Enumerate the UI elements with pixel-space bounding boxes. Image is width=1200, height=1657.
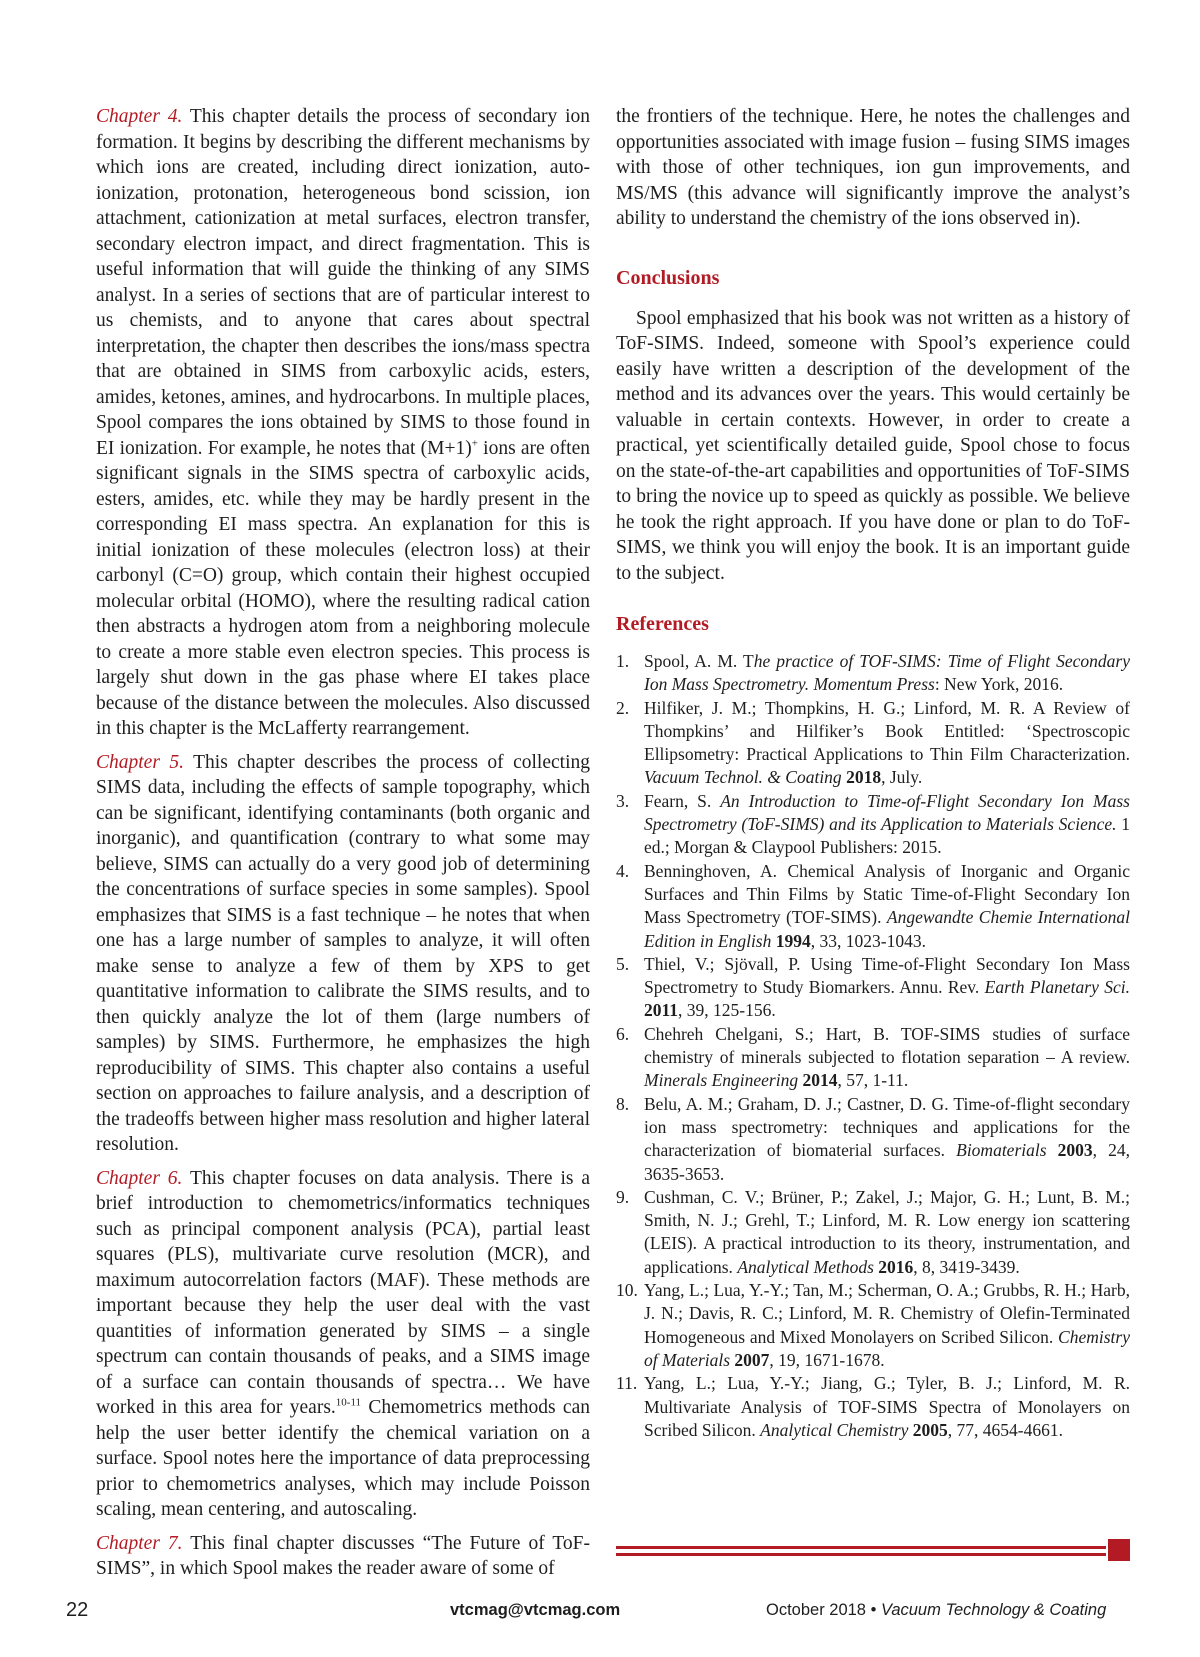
reference-text: Benninghoven, A. Chemical Analysis of Inorganic and Organic Surfaces and Thin Films by Static Time-of-Flight Secondary Ion Mass Spectrometry (TOF-SIMS). [644, 860, 1130, 928]
chapter6-paragraph [96, 1166, 590, 1523]
reference-item [616, 650, 1130, 697]
reference-details: , 77, 4654-4661. [947, 1419, 1063, 1440]
footer-email: vtcmag@vtcmag.com [450, 1601, 621, 1619]
reference-details: , July. [881, 767, 923, 788]
reference-year: 2003 [1046, 1140, 1093, 1161]
reference-details: 1 ed.; Morgan & Claypool Publishers: 2015. [644, 814, 1131, 858]
chapter5-text: This chapter describes the process of collecting SIMS data, including the effects of sample topography, which can be significant, identifying contaminants (both organic and inorganic), and quantification (contrary to what some may believe, SIMS can actually do a very good job of determining the concentrations of surface species in some samples). Spool emphasizes that SIMS is a fast technique – he notes that when one has a large number of samples to analyze, it will often make sense to analyze a few of them by XPS to get quantitative information to calibrate the SIMS results, and to then quickly analyze the lot of them (large numbers of samples) by SIMS. Furthermore, he emphasizes the high reproducibility of SIMS. This chapter also contains a useful section on approaches to failure analysis, and a description of the tradeoffs between higher mass resolution and higher lateral resolution. [96, 751, 590, 1155]
footer-date: October 2018 [766, 1601, 866, 1619]
reference-text: Belu, A. M.; Graham, D. J.; Castner, D. G. Time-of-flight secondary ion mass spectrometry: techniques and applications for the characterization of biomaterial surfaces. [644, 1093, 1130, 1161]
reference-details: , 39, 125-156. [678, 1000, 776, 1021]
reference-journal: Chemistry of Materials [644, 1326, 1130, 1370]
reference-number: 1. [616, 651, 630, 671]
reference-journal: Minerals Engineering [644, 1070, 799, 1091]
references-heading: References [616, 613, 709, 635]
reference-text: Chehreh Chelgani, S.; Hart, B. TOF-SIMS studies of surface chemistry of minerals subjected to flotation separation – A review. [644, 1023, 1130, 1068]
chapter7-label: Chapter 7. [96, 1532, 183, 1554]
left-column [96, 104, 590, 1590]
reference-details: , 8, 3419-3439. [913, 1256, 1020, 1277]
reference-number: 10. [616, 1280, 638, 1301]
reference-year: 2016 [873, 1256, 914, 1277]
reference-journal: he practice of TOF-SIMS: Time of Flight Secondary Ion Mass Spectrometry. Momentum Press [644, 651, 1130, 695]
reference-details: , 24, 3635-3653. [644, 1140, 1131, 1184]
reference-item [616, 697, 1130, 790]
reference-text: Cushman, C. V.; Brüner, P.; Zakel, J.; Major, G. H.; Lunt, B. M.; Smith, N. J.; Grehl, T.; Linford, M. R. Low energy ion scattering (LEIS). A practical introduction to its theory, instrumentation, and applications. [644, 1186, 1130, 1277]
reference-details: , 57, 1-11. [837, 1070, 909, 1091]
continuation-paragraph: the frontiers of the technique. Here, he notes the challenges and opportunities associated with image fusion – fusing SIMS images with those of other techniques, ion gun improvements, and MS/MS (this advance will significantly improve the analyst’s ability to understand the chemistry of the ions observed in). [616, 106, 1130, 229]
chapter5-label: Chapter 5. [96, 751, 185, 773]
reference-item [616, 790, 1130, 860]
chapter4-superscript: + [471, 437, 478, 449]
references-list [616, 650, 1130, 1442]
reference-item [616, 1093, 1130, 1186]
chapter6-text-cont: Chemometrics methods can help the user better identify the chemical variation on a surface. Spool notes here the importance of data preprocessing prior to chemometrics analyses, which may include Poisson scaling, mean centering, and autoscaling. [96, 1397, 590, 1520]
reference-text: Thiel, V.; Sjövall, P. Using Time-of-Flight Secondary Ion Mass Spectrometry to Study Biomarkers. Annu. Rev. [644, 953, 1130, 998]
reference-item [616, 1023, 1130, 1093]
chapter5-paragraph [96, 750, 590, 1158]
reference-journal: Analytical Chemistry [760, 1419, 909, 1440]
footer-publication: Vacuum Technology & Coating [880, 1601, 1107, 1619]
footer-bullet: • [865, 1601, 881, 1619]
reference-item [616, 860, 1130, 953]
reference-number: 2. [616, 697, 630, 718]
reference-journal: An Introduction to Time-of-Flight Secondary Ion Mass Spectrometry (ToF-SIMS) and its Application to Materials Science. [644, 790, 1130, 835]
reference-text: Yang, L.; Lua, Y.-Y.; Tan, M.; Scherman, O. A.; Grubbs, R. H.; Harb, J. N.; Davis, R. C.; Linford, M. R. Chemistry of Olefin-Terminated Homogeneous and Mixed Monolayers on Scribed Silicon. [644, 1280, 1130, 1347]
chapter4-text: This chapter details the process of secondary ion formation. It begins by describing the different mechanisms by which ions are created, including direct ionization, auto-ionization, protonation, heterogeneous bond scission, ion attachment, cationization at metal surfaces, electron transfer, secondary electron impact, and direct fragmentation. This is useful information that will guide the thinking of any SIMS analyst. In a series of sections that are of particular interest to us chemists, and to anyone that cares about spectral interpretation, the chapter then describes the ions/mass spectra that are obtained in SIMS from carboxylic acids, esters, amides, ketones, amines, and hydrocarbons. In multiple places, Spool compares the ions obtained by SIMS to those found in EI ionization. For example, he notes that (M+1) [96, 106, 590, 459]
conclusions-heading: Conclusions [616, 266, 720, 289]
reference-journal: Earth Planetary Sci. [984, 977, 1130, 998]
reference-year: 2011 [644, 1000, 679, 1021]
reference-details: : New York, 2016. [934, 674, 1064, 695]
reference-year: 2007 [730, 1349, 770, 1370]
decorative-rule-top [616, 1546, 1106, 1549]
reference-item [616, 1279, 1130, 1372]
reference-journal: Vacuum Technol. & Coating [644, 767, 842, 788]
chapter7-paragraph [96, 1531, 590, 1582]
reference-item [616, 953, 1130, 1023]
reference-number: 5. [616, 953, 630, 974]
reference-text: Spool, A. M. T [644, 651, 754, 671]
reference-number: 11. [616, 1373, 638, 1394]
reference-text: Yang, L.; Lua, Y.-Y.; Jiang, G.; Tyler, B. J.; Linford, M. R. Multivariate Analysis of TOF-SIMS Spectra of Monolayers on Scribed Silicon. [644, 1373, 1130, 1440]
reference-year: 2005 [908, 1419, 948, 1440]
chapter7-text: This final chapter discusses “The Future of ToF-SIMS”, in which Spool makes the reader aware of some of [96, 1532, 590, 1579]
reference-text: Fearn, S. [644, 790, 721, 811]
reference-item [616, 1372, 1130, 1442]
reference-details: , 19, 1671-1678. [769, 1349, 885, 1370]
chapter4-paragraph [96, 104, 590, 742]
reference-year: 1994 [771, 930, 811, 951]
reference-number: 3. [616, 790, 630, 811]
chapter6-superscript: 10-11 [335, 1396, 362, 1409]
page-number: 22 [66, 1599, 89, 1621]
right-column [616, 104, 1130, 1442]
reference-year: 2014 [798, 1070, 838, 1091]
reference-text: Hilfiker, J. M.; Thompkins, H. G.; Linford, M. R. A Review of Thompkins’ and Hilfiker’s Book Entitled: ‘Spectroscopic Ellipsometry: Practical Applications to Thin Film Characterization. [644, 697, 1130, 765]
reference-number: 4. [616, 860, 630, 881]
reference-number: 9. [616, 1186, 630, 1207]
decorative-rule-bottom [616, 1553, 1106, 1556]
reference-details: , 33, 1023-1043. [810, 930, 926, 951]
chapter6-text: This chapter focuses on data analysis. There is a brief introduction to chemometrics/informatics techniques such as principal component analysis (PCA), partial least squares (PLS), multivariate curve resolution (MCR), and maximum autocorrelation factors (MAF). These methods are important because they help the user deal with the vast quantities of information generated by SIMS – a single spectrum can contain thousands of peaks, and a SIMS image of a surface can contain thousands of spectra… We have worked in this area for years. [96, 1167, 591, 1418]
decorative-square [1108, 1539, 1130, 1561]
reference-journal: Angewandte Chemie International Edition in English [644, 907, 1130, 951]
reference-item [616, 1186, 1130, 1279]
reference-number: 8. [616, 1093, 630, 1114]
chapter6-label: Chapter 6. [96, 1167, 183, 1189]
reference-journal: Biomaterials [956, 1140, 1047, 1161]
chapter4-label: Chapter 4. [96, 106, 183, 127]
chapter4-text-cont: ions are often significant signals in the SIMS spectra of carboxylic acids, esters, amides, etc. while they may be hardly present in the corresponding EI mass spectra. An explanation for this is initial ionization of these molecules (electron loss) at their carbonyl (C=O) group, which contain their highest occupied molecular orbital (HOMO), where the resulting radical cation then abstracts a hydrogen atom from a neighboring molecule to create a more stable even electron species. This process is largely shut down in the gas phase where EI takes place because of the distance between the molecules. Also discussed in this chapter is the McLafferty rearrangement. [96, 437, 590, 739]
reference-year: 2018 [841, 767, 882, 788]
reference-number: 6. [616, 1023, 630, 1044]
conclusions-paragraph: Spool emphasized that his book was not written as a history of ToF-SIMS. Indeed, someone with Spool’s experience could easily have written a description of the development of the method and its advances over the years. This would certainly be valuable in certain contexts. However, in order to create a practical, yet scientifically detailed guide, Spool chose to focus on the state-of-the-art capabilities and opportunities of ToF-SIMS to bring the novice up to speed as quickly as possible. We believe he took the right approach. If you have done or plan to do ToF-SIMS, we think you will enjoy the book. It is an important guide to the subject. [616, 307, 1130, 584]
footer-publication-info [766, 1601, 1106, 1620]
reference-journal: Analytical Methods [737, 1256, 874, 1277]
